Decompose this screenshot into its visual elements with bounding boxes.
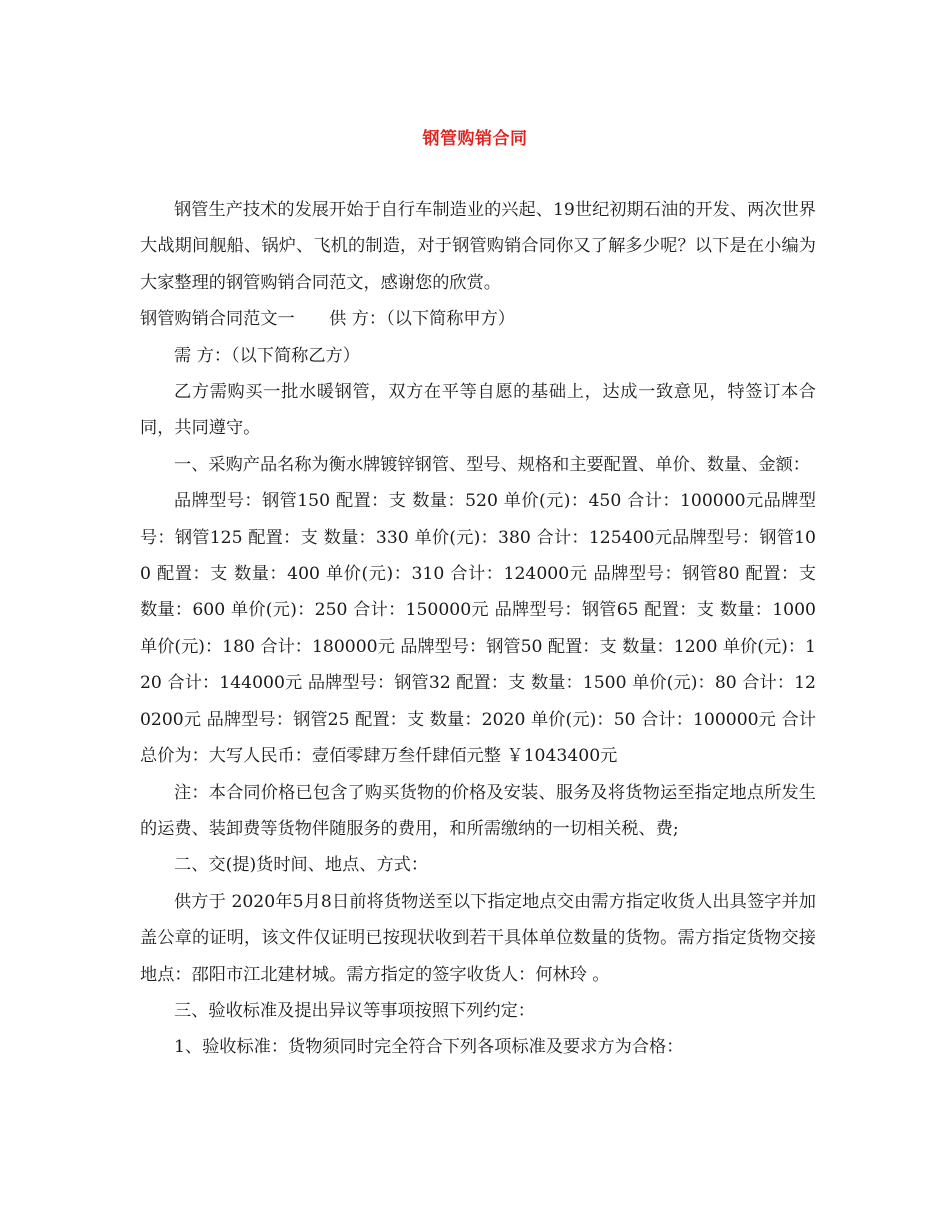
paragraph-section-2: 二、交(提)货时间、地点、方式： <box>174 855 429 876</box>
document-body <box>140 192 816 1066</box>
document-title: 钢管购销合同 <box>422 129 528 149</box>
paragraph-note: 注：本合同价格已包含了购买货物的价格及安装、服务及将货物运至指定地点所发生的运费、装卸费等货物伴随服务的费用，和所需缴纳的一切相关税、费; <box>140 782 816 839</box>
paragraph-section-1: 一、采购产品名称为衡水牌镀锌钢管、型号、规格和主要配置、单价、数量、金额： <box>174 454 810 475</box>
paragraph-buyer: 需 方：（以下简称乙方） <box>174 345 360 366</box>
paragraph-agreement: 乙方需购买一批水暖钢管，双方在平等自愿的基础上，达成一致意见，特签订本合同，共同遵守。 <box>140 382 816 439</box>
paragraph-supplier: 钢管购销合同范文一 供 方：（以下简称甲方） <box>140 309 515 330</box>
paragraph-delivery: 供方于 2020年5月8日前将货物送至以下指定地点交由需方指定收货人出具签字并加盖公章的证明，该文件仅证明已按现状收到若干具体单位数量的货物。需方指定货物交接地点：邵阳市江北建材城。需方指定的签字收货人：何林玲 。 <box>140 891 816 985</box>
paragraph-intro: 钢管生产技术的发展开始于自行车制造业的兴起、19世纪初期石油的开发、两次世界大战期间舰船、锅炉、飞机的制造，对于钢管购销合同你又了解多少呢？以下是在小编为大家整理的钢管购销合同范文，感谢您的欣赏。 <box>140 200 816 293</box>
paragraph-section-3: 三、验收标准及提出异议等事项按照下列约定： <box>174 1000 535 1021</box>
paragraph-acceptance-standard: 1、验收标准：货物须同时完全符合下列各项标准及要求方为合格： <box>174 1037 684 1058</box>
paragraph-product-list: 品牌型号：钢管150 配置：支 数量：520 单价(元)：450 合计：100000元品牌型号：钢管125 配置：支 数量：330 单价(元)：380 合计：125400元品牌型号：钢管100 配置：支 数量：400 单价(元)：310 合计：124000元 品牌型号：钢管80 配置：支 数量：600 单价(元)：250 合计：150000元 品牌型号：钢管65 配置：支 数量：1000 单价(元)：180 合计：180000元 品牌型号：钢管50 配置：支 数量：1200 单价(元)：120 合计：144000元 品牌型号：钢管32 配置：支 数量：1500 单价(元)：80 合计：120200元 品牌型号：钢管25 配置：支 数量：2020 单价(元)：50 合计：100000元 合计总价为：大写人民币：壹佰零肆万叁仟肆佰元整 ￥1043400元 <box>140 491 816 767</box>
